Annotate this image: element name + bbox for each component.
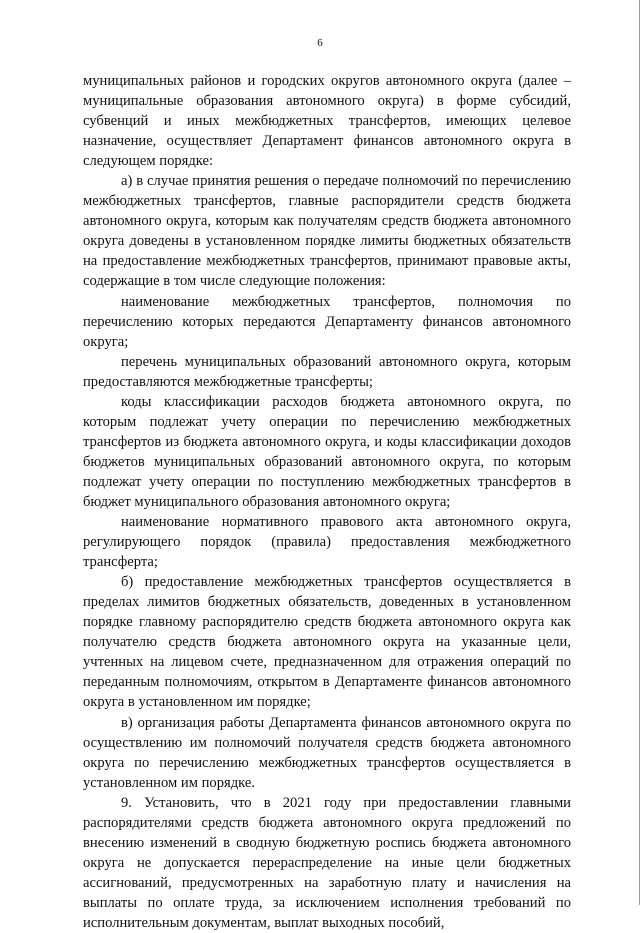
paragraph-item-a: а) в случае принятия решения о передаче полномочий по перечислению межбюджетных трансфертов, главные распорядители средств бюджета автономного округа, которым как получателям средств бюджета автономного округа доведены в установленном порядке лимиты бюджетных обязательств на предоставление межбюджетных трансфертов, принимают правовые акты, содержащие в том числе следующие положения: [83, 173, 571, 290]
paragraph-classification-codes: коды классификации расходов бюджета автономного округа, по которым подлежат учету операции по перечислению межбюджетных трансфертов из бюджета автономного округа, и коды классификации доходов бюджетов муниципальных образований автономного округа, по которым подлежат учету операции по поступлению межбюджетных трансфертов в бюджет муниципального образования автономного округа; [83, 393, 571, 510]
paragraph-section-9: 9. Установить, что в 2021 году при предоставлении главными распорядителями средств бюджета автономного округа предложений по внесению изменений в сводную бюджетную роспись бюджета автономного округа не допускается перераспределение на иные цели бюджетных ассигнований, предусмотренных на заработную плату и начисления на выплаты по оплате труда, за исключением исполнения требований по исполнительным документам, выплат выходных пособий, [83, 794, 571, 931]
paragraph-municipalities-list: перечень муниципальных образований автономного округа, которым предоставляются межбюджетные трансферты; [83, 353, 571, 390]
paragraph-item-v: в) организация работы Департамента финансов автономного округа по осуществлению им полномочий получателя средств бюджета автономного округа по перечислению межбюджетных трансфертов осуществляется в установленном им порядке. [83, 714, 571, 791]
page-number: 6 [317, 37, 323, 49]
document-body [83, 71, 571, 933]
paragraph-item-b: б) предоставление межбюджетных трансфертов осуществляется в пределах лимитов бюджетных обязательств, доведенных в установленном порядке главному распорядителю средств бюджета автономного округа как получателю средств бюджета автономного округа на указанные цели, учтенных на лицевом счете, предназначенном для отражения операций по переданным полномочиям, открытом в Департаменте финансов автономного округа в установленном им порядке; [83, 574, 571, 711]
paragraph-transfer-name: наименование межбюджетных трансфертов, полномочия по перечислению которых передаются Департаменту финансов автономного округа; [83, 293, 571, 350]
paragraph-legal-act-name: наименование нормативного правового акта автономного округа, регулирующего порядок (правила) предоставления межбюджетного трансферта; [83, 514, 571, 571]
paragraph-continuation: муниципальных районов и городских округов автономного округа (далее – муниципальные образования автономного округа) в форме субсидий, субвенций и иных межбюджетных трансфертов, имеющих целевое назначение, осуществляет Департамент финансов автономного округа в следующем порядке: [83, 73, 571, 170]
